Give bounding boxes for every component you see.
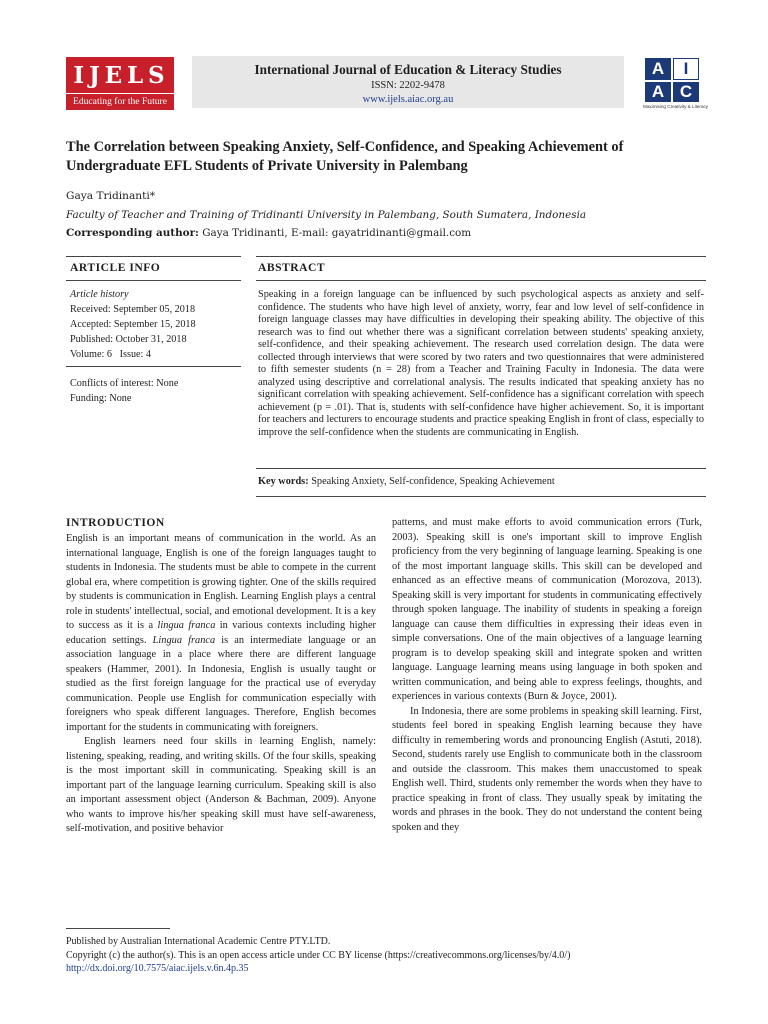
ijels-logo-tagline: Educating for the Future — [66, 93, 174, 110]
aiac-logo: A I A C Maximising Creativity & Literacy — [643, 59, 709, 109]
copyright-line: Copyright (c) the author(s). This is an open access article under CC BY license (https://creativecommons.org/licenses/by/4.0/) — [66, 949, 571, 961]
paragraph: English learners need four skills in learning English, namely: listening, speaking, reading, and writing skills. Of the four skills, speaking is the most important skill in communicating. Speaking skill is an important part of the language learning curriculum. Speaking skill is also an important assessment object (Anderson & Bachman, 2009). Anyone who wants to improve his/her speaking skill must have self-awareness, self-motivation, and positive behavior — [66, 736, 376, 834]
divider — [256, 256, 706, 257]
introduction-heading: INTRODUCTION — [66, 516, 165, 529]
journal-issn: ISSN: 2202-9478 — [371, 80, 445, 91]
article-info-heading: ARTICLE INFO — [70, 261, 161, 274]
publisher-line: Published by Australian International Academic Centre PTY.LTD. — [66, 936, 331, 947]
doi-link[interactable]: http://dx.doi.org/10.7575/aiac.ijels.v.6n.4p.35 — [66, 963, 249, 974]
ijels-logo-letters: I J E L S — [66, 57, 174, 93]
footer — [66, 935, 706, 976]
abstract-text: Speaking in a foreign language can be influenced by such psychological aspects as anxiety and self-confidence. The students who have high level of anxiety, worry, fear and low level of self-confidence in foreign language classes may have difficulties in developing their speaking ability. The objective of this research was to find out whether there was a significant correlation between students' speaking anxiety, self-confidence, and their speaking achievement. The research used correlation design. The data were collected through interviews that were scored by two raters and two questionnaires that were administered to fifth semester students (n = 28) from a Teacher and Training Faculty in Indonesia. The data were analyzed using descriptive and correlational analysis. The results indicated that speaking anxiety has no significant correlation with speaking achievement. Self-confidence has a significant correlation with speech achievement (p = .01). That is, students with self-confidence have higher achievement. So, it is important for teachers and lecturers to encourage students and practice speaking English in front of class, especially to improve the self-confidence when the students are communicating in English. — [258, 289, 704, 439]
published-date: Published: October 31, 2018 — [70, 334, 187, 345]
paragraph: patterns, and must make efforts to avoid communication errors (Turk, 2003). Speaking skill is one's important skill to improve English proficiency from the very beginning of language learning. Speaking is one of the most important language skills. This skill can be developed and enhanced as an effective means of communication (Morozova, 2013). Speaking skill is very important for students in communicating effectively through spoken language. The inability of students in speaking a foreign language can cause them difficulties in expressing their ideas even in simple conversations. One of the main objectives of a language learning program is to develop speaking skill and integrate spoken and written language. Language learning means using language in both spoken and written communication, and being able to express feelings, thoughts, and experiences in various contexts (Burn & Joyce, 2001). — [392, 517, 702, 702]
conflicts-of-interest: Conflicts of interest: None — [70, 378, 179, 389]
journal-title: International Journal of Education & Literacy Studies — [254, 62, 562, 77]
aiac-logo-tagline: Maximising Creativity & Literacy — [643, 104, 709, 109]
journal-url-link[interactable]: www.ijels.aiac.org.au — [362, 94, 454, 105]
funding: Funding: None — [70, 393, 132, 404]
divider — [256, 468, 706, 469]
author-name: Gaya Tridinanti* — [66, 190, 156, 202]
article-info — [70, 287, 240, 406]
paragraph: English is an important means of communication in the world. As an international language, English is one of the foreign languages taught to students in Indonesia. The students must be able to compete in the current global era, where competition is growing tighter. One of the skills required by students is communication in English. Learning English plays a central role in students' intellectual, social, and emotional development. It is a key to success as it is a lingua franca in various contexts including higher education settings. Lingua franca is an intermediate language or an association language in a place where there are different language speakers (Hammer, 2001). In Indonesia, English is usually taught or studied as the first foreign language for the practical use of everyday communication. People use English for communication especially with foreigners who speak different languages. Therefore, English becomes important for the students in communicating with foreigners. — [66, 533, 376, 733]
body-column-left — [66, 532, 376, 837]
ijels-logo — [66, 57, 174, 109]
paper-title: The Correlation between Speaking Anxiety, Self-Confidence, and Speaking Achievement of Undergraduate EFL Students of Private University in Palembang — [66, 139, 624, 174]
received-date: Received: September 05, 2018 — [70, 304, 196, 315]
divider — [256, 496, 706, 497]
footnote-divider — [66, 928, 170, 929]
abstract-heading: ABSTRACT — [258, 261, 326, 274]
author-affiliation: Faculty of Teacher and Training of Tridinanti University in Palembang, South Sumatera, Indonesia — [66, 209, 587, 221]
keywords: Key words: Speaking Anxiety, Self-confidence, Speaking Achievement — [258, 476, 555, 487]
paragraph: In Indonesia, there are some problems in speaking skill learning. First, students feel bored in speaking English learning because they have difficulty in remembering words and pronouncing English (Astuti, 2018). Second, students rarely use English to communicate both in the classroom and outside the classroom. This makes them unaccustomed to speak English well. Third, students only remember the words when they have to practice speaking in front of class. They usually speak by imitating the words and phrases in the book. They do not understand the content being spoken and they — [392, 705, 702, 833]
divider — [256, 280, 706, 281]
divider — [66, 280, 241, 281]
accepted-date: Accepted: September 15, 2018 — [70, 319, 196, 330]
volume-issue: Volume: 6 Issue: 4 — [70, 349, 152, 360]
divider — [66, 366, 241, 367]
corresponding-author: Corresponding author: Gaya Tridinanti, E-mail: gayatridinanti@gmail.com — [66, 227, 472, 239]
article-history-label: Article history — [70, 289, 129, 300]
body-column-right — [392, 516, 702, 835]
divider — [66, 256, 241, 257]
